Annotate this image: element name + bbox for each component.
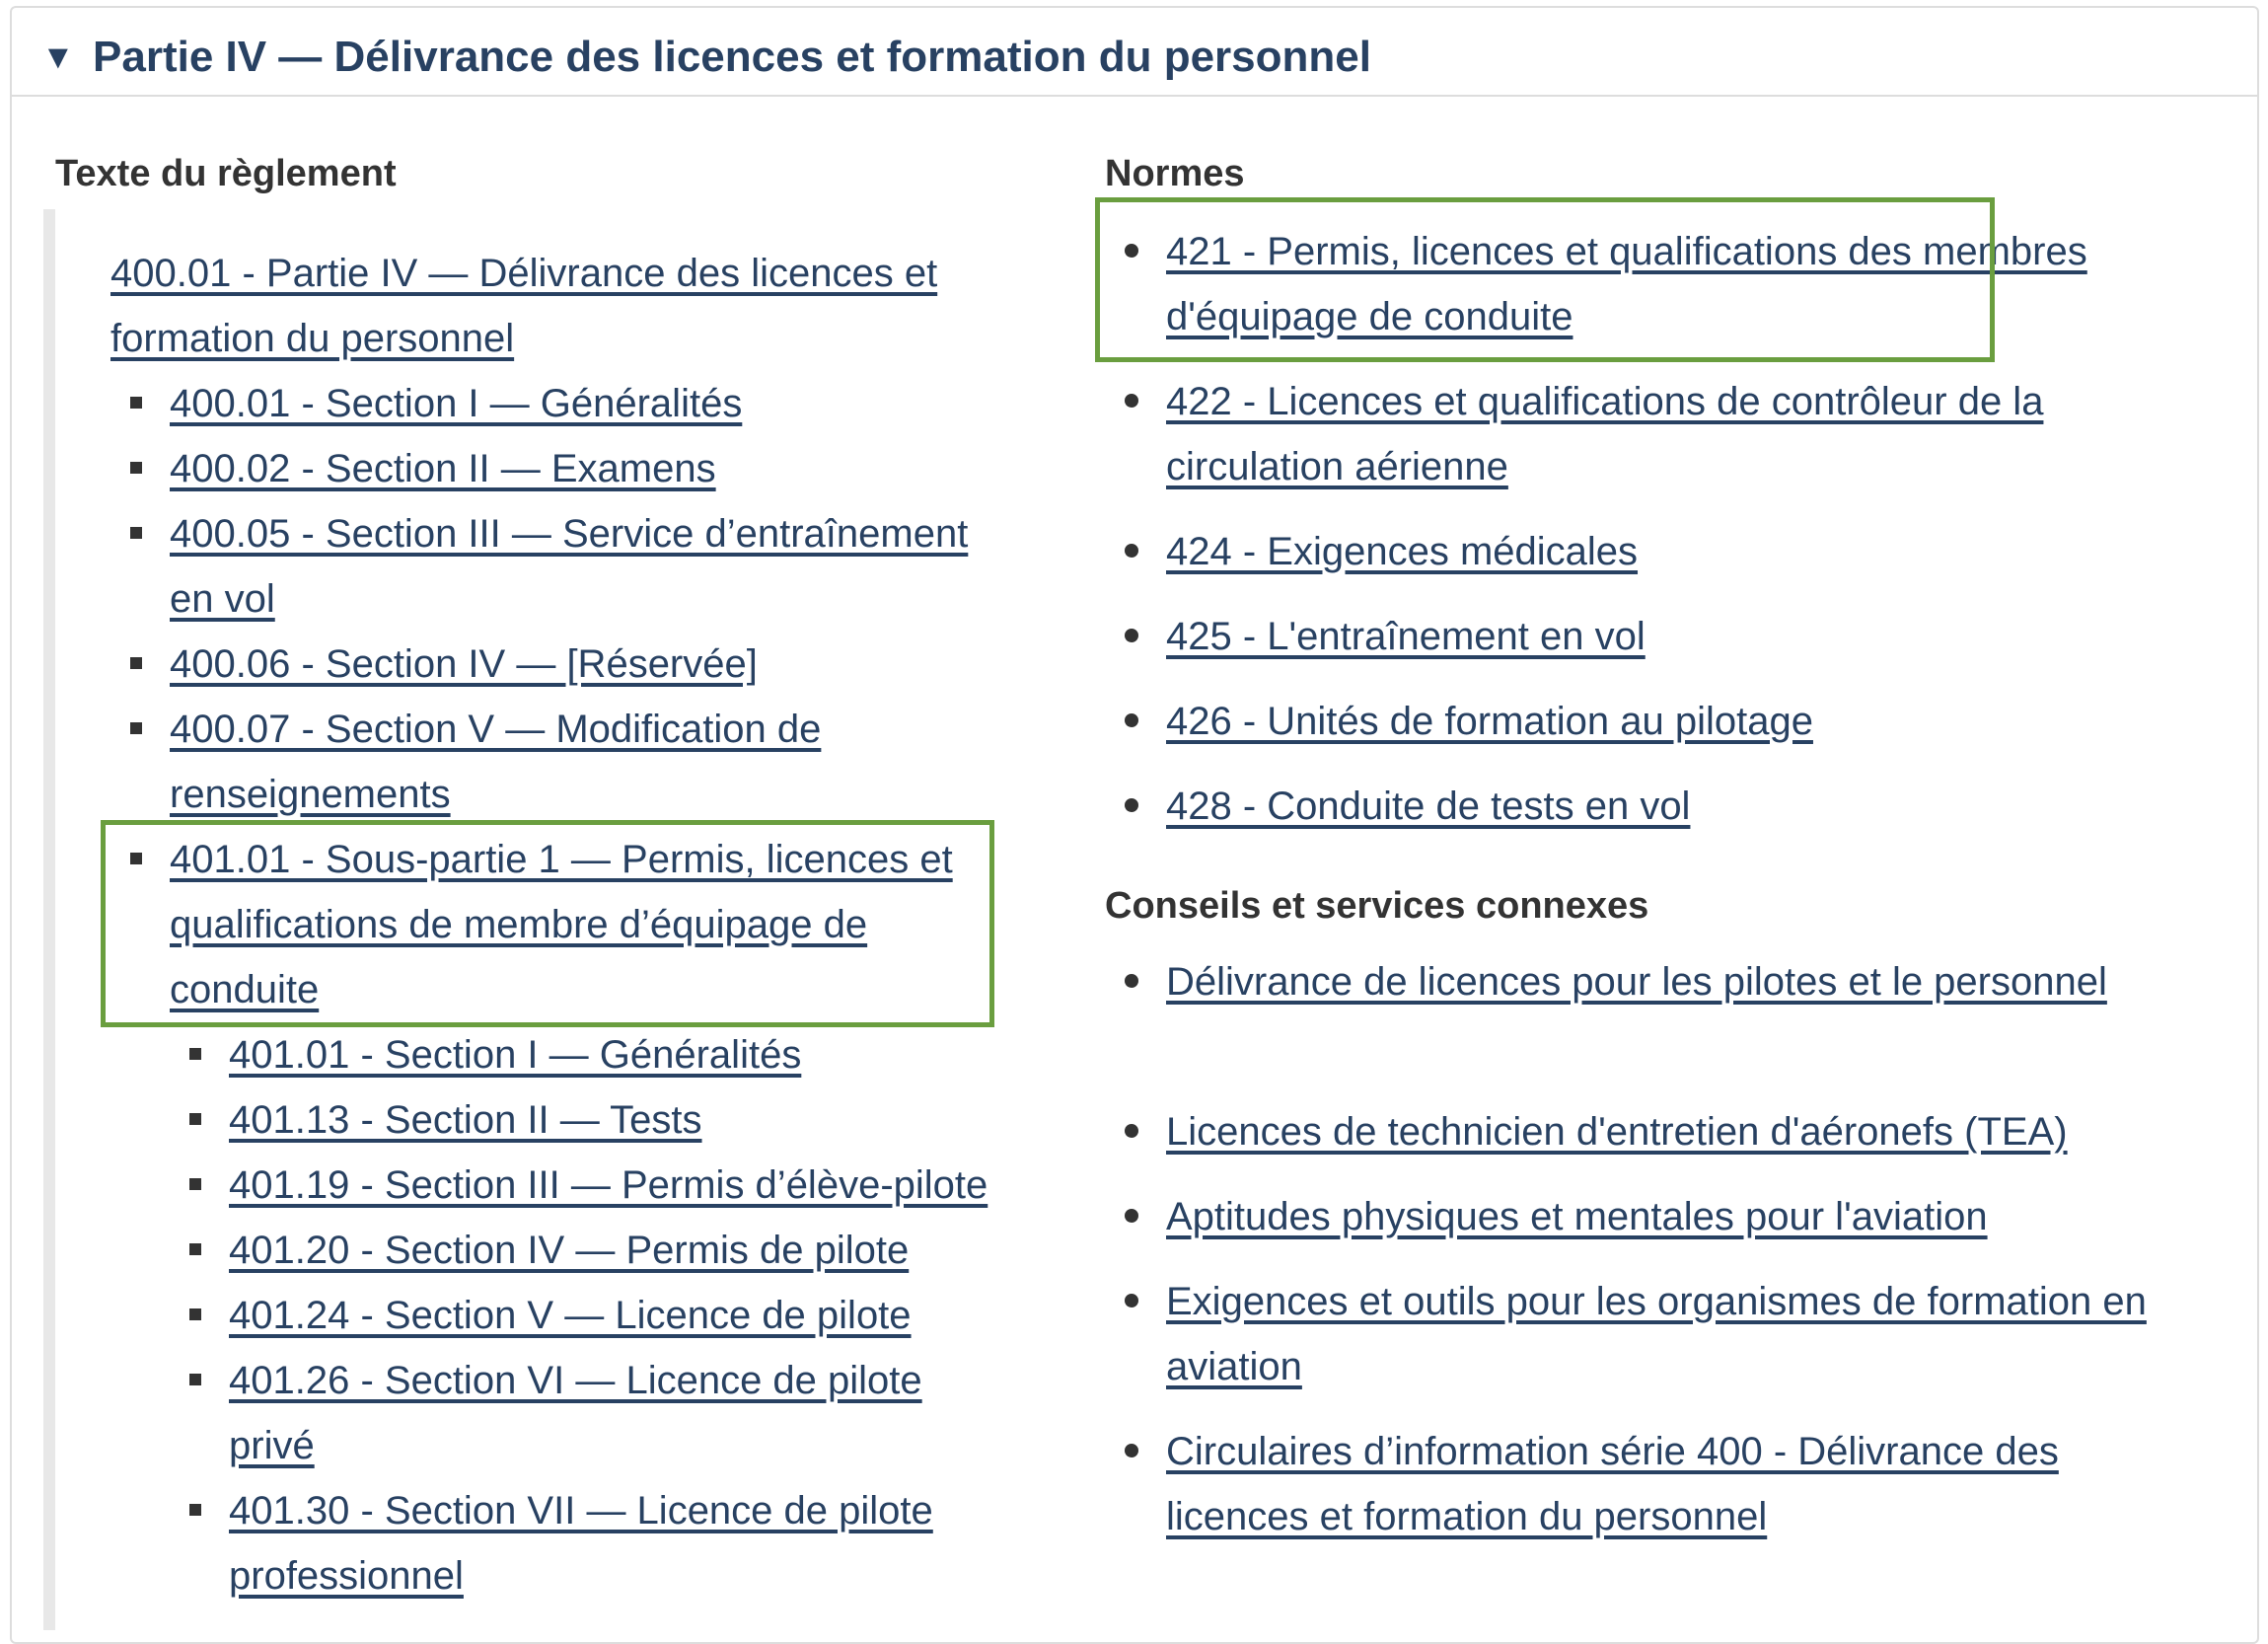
conseil-item [1166, 949, 2153, 1014]
norme-link[interactable]: 425 - L'entraînement en vol [1166, 615, 1646, 658]
bullet-icon [1125, 1294, 1138, 1308]
bullet-icon [1125, 974, 1138, 988]
bullet-icon [1125, 798, 1138, 812]
reg-link-item [229, 1348, 979, 1478]
conseil-item [1166, 1269, 2153, 1399]
reg-link-item [170, 632, 1018, 697]
heading-texte-reglement: Texte du règlement [55, 153, 397, 194]
reg-link[interactable]: 401.01 - Sous-partie 1 — Permis, licences et qualifications de membre d’équipage de conduite [170, 838, 953, 1011]
bullet-icon [1125, 1444, 1138, 1457]
reg-link-item [229, 1218, 1038, 1283]
norme-item [1166, 689, 2153, 754]
reg-link-item [229, 1283, 1038, 1348]
conseil-link[interactable]: Aptitudes physiques et mentales pour l'aviation [1166, 1195, 1988, 1238]
reg-link-item [110, 241, 998, 371]
conseil-link[interactable]: Circulaires d’information série 400 - Délivrance des licences et formation du personnel [1166, 1430, 2059, 1538]
caret-down-icon[interactable]: ▼ [41, 38, 75, 76]
conseil-item [1166, 1184, 2153, 1249]
reg-link-item [229, 1022, 1038, 1087]
square-bullet-icon [189, 1308, 201, 1320]
square-bullet-icon [130, 657, 142, 669]
reg-link-item [170, 371, 1018, 436]
square-bullet-icon [130, 853, 142, 864]
heading-normes: Normes [1105, 153, 1245, 194]
reg-link[interactable]: 401.20 - Section IV — Permis de pilote [229, 1229, 910, 1272]
square-bullet-icon [130, 527, 142, 539]
reg-link-item [229, 1087, 1038, 1153]
square-bullet-icon [189, 1113, 201, 1125]
blockquote-rule [43, 209, 55, 1630]
section-title[interactable]: Partie IV — Délivrance des licences et formation du personnel [93, 33, 1371, 81]
square-bullet-icon [189, 1178, 201, 1190]
bullet-icon [1125, 713, 1138, 727]
reg-link-item [170, 436, 1018, 501]
reg-link[interactable]: 400.01 - Partie IV — Délivrance des licences et formation du personnel [110, 252, 938, 360]
reg-link-item [170, 501, 1018, 632]
square-bullet-icon [130, 462, 142, 474]
reg-link[interactable]: 401.19 - Section III — Permis d’élève-pilote [229, 1163, 988, 1207]
reg-link[interactable]: 401.24 - Section V — Licence de pilote [229, 1294, 912, 1337]
reg-link[interactable]: 401.26 - Section VI — Licence de pilote privé [229, 1359, 922, 1467]
conseil-link[interactable]: Exigences et outils pour les organismes de formation en aviation [1166, 1280, 2147, 1388]
norme-link[interactable]: 421 - Permis, licences et qualifications des membres d'équipage de conduite [1166, 230, 2087, 338]
reg-link[interactable]: 400.07 - Section V — Modification de renseignements [170, 708, 822, 816]
norme-item [1166, 774, 2153, 839]
reg-link-item [170, 697, 1018, 827]
reg-link[interactable]: 400.01 - Section I — Généralités [170, 382, 743, 425]
norme-link[interactable]: 426 - Unités de formation au pilotage [1166, 700, 1813, 743]
reg-link[interactable]: 400.02 - Section II — Examens [170, 447, 716, 490]
reg-link[interactable]: 400.05 - Section III — Service d’entraînement en vol [170, 512, 969, 621]
square-bullet-icon [189, 1374, 201, 1385]
square-bullet-icon [130, 722, 142, 734]
reg-link[interactable]: 401.01 - Section I — Généralités [229, 1033, 802, 1077]
reg-link[interactable]: 400.06 - Section IV — [Réservée] [170, 642, 758, 686]
conseil-link[interactable]: Délivrance de licences pour les pilotes et le personnel [1166, 960, 2107, 1004]
bullet-icon [1125, 544, 1138, 558]
norme-link[interactable]: 422 - Licences et qualifications de contrôleur de la circulation aérienne [1166, 380, 2044, 488]
reg-link[interactable]: 401.30 - Section VII — Licence de pilote professionnel [229, 1489, 933, 1598]
bullet-icon [1125, 629, 1138, 642]
reg-link-item [229, 1153, 1038, 1218]
conseil-item [1166, 1099, 2153, 1164]
reg-link-item [229, 1478, 979, 1608]
reg-link[interactable]: 401.13 - Section II — Tests [229, 1098, 702, 1142]
norme-item [1166, 519, 2153, 584]
conseil-link[interactable]: Licences de technicien d'entretien d'aéronefs (TEA) [1166, 1110, 2068, 1154]
norme-item [1166, 604, 2153, 669]
square-bullet-icon [189, 1048, 201, 1060]
bullet-icon [1125, 244, 1138, 258]
bullet-icon [1125, 1209, 1138, 1223]
reg-link-item [170, 827, 1018, 1022]
square-bullet-icon [130, 397, 142, 409]
square-bullet-icon [189, 1243, 201, 1255]
section-summary-toggle[interactable] [12, 8, 2257, 97]
norme-item [1166, 219, 2153, 349]
square-bullet-icon [189, 1504, 201, 1516]
conseil-item [1166, 1419, 2153, 1549]
norme-item [1166, 369, 2153, 499]
bullet-icon [1125, 1124, 1138, 1138]
bullet-icon [1125, 394, 1138, 408]
norme-link[interactable]: 424 - Exigences médicales [1166, 530, 1639, 573]
norme-link[interactable]: 428 - Conduite de tests en vol [1166, 785, 1691, 828]
heading-conseils: Conseils et services connexes [1105, 885, 1649, 927]
